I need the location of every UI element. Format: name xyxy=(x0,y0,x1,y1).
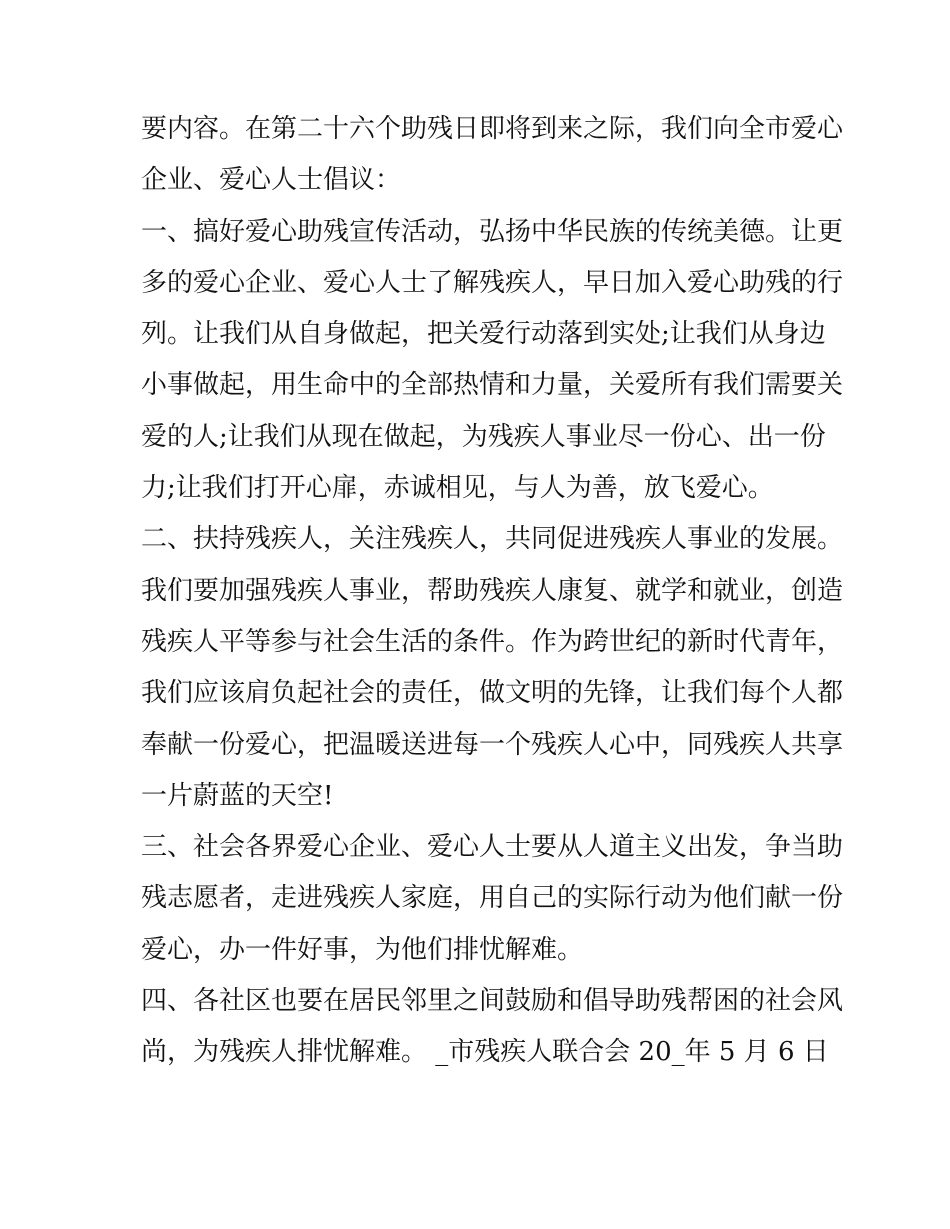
document-body xyxy=(141,104,844,1079)
text-line: 三、社会各界爱心企业、爱心人士要从人道主义出发，争当助 xyxy=(141,832,844,863)
text-line: 奉献一份爱心，把温暖送进每一个残疾人心中，同残疾人共享 xyxy=(141,729,844,760)
text-line: 要内容。在第二十六个助残日即将到来之际，我们向全市爱心 xyxy=(141,114,844,144)
text-line: 爱心，办一件好事，为他们排忧解难。 xyxy=(141,934,584,965)
text-line: 爱的人;让我们从现在做起，为残疾人事业尽一份心、出一份 xyxy=(141,421,826,452)
text-line: 残志愿者，走进残疾人家庭，用自己的实际行动为他们献一份 xyxy=(141,883,844,914)
text-line: 企业、爱心人士倡议： xyxy=(141,165,402,196)
text-line: 列。让我们从自身做起，把关爱行动落到实处;让我们从身边 xyxy=(141,319,826,350)
text-line: 四、各社区也要在居民邻里之间鼓励和倡导助残帮困的社会风 xyxy=(141,986,844,1017)
text-line: 多的爱心企业、爱心人士了解残疾人，早日加入爱心助残的行 xyxy=(141,267,844,298)
text-line: 一片蔚蓝的天空! xyxy=(141,780,334,811)
text-line: 二、扶持残疾人，关注残疾人，共同促进残疾人事业的发展。 xyxy=(141,524,844,555)
text-line: 一、搞好爱心助残宣传活动，弘扬中华民族的传统美德。让更 xyxy=(141,216,844,247)
text-line: 我们要加强残疾人事业，帮助残疾人康复、就学和就业，创造 xyxy=(141,575,844,606)
text-line: 小事做起，用生命中的全部热情和力量，关爱所有我们需要关 xyxy=(141,370,844,401)
text-line: 残疾人平等参与社会生活的条件。作为跨世纪的新时代青年， xyxy=(141,626,844,657)
signature-line: 尚，为残疾人排忧解难。 _市残疾人联合会 20_年 5 月 6 日 xyxy=(141,1037,829,1068)
text-line: 力;让我们打开心扉，赤诚相见，与人为善，放飞爱心。 xyxy=(141,473,774,504)
text-line: 我们应该肩负起社会的责任，做文明的先锋，让我们每个人都 xyxy=(141,678,844,709)
